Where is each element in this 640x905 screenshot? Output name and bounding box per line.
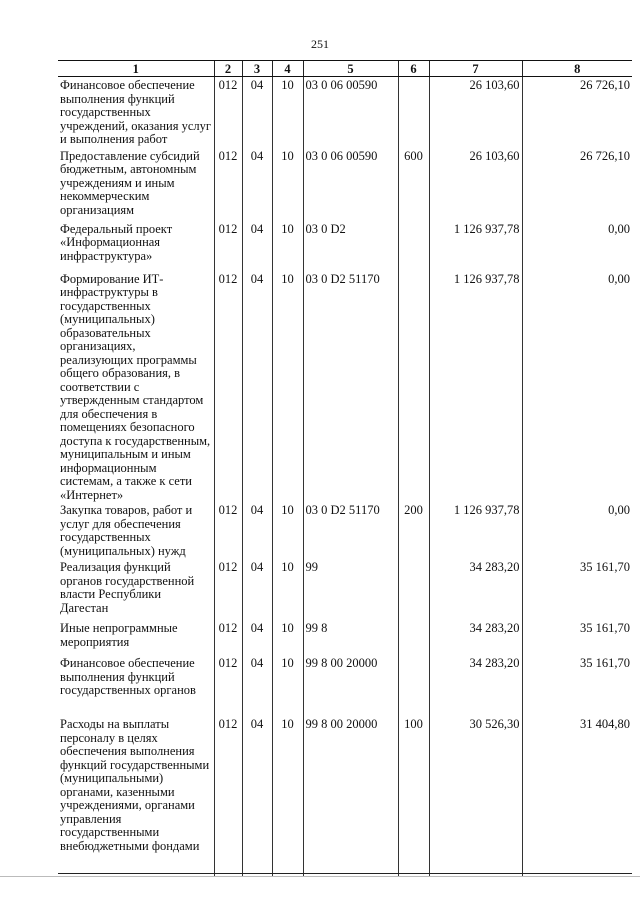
column-header: 1	[58, 61, 214, 77]
cell-section: 04	[242, 77, 272, 148]
cell-amount-col7: 26 103,60	[429, 148, 522, 221]
cell-amount-col7: 34 283,20	[429, 620, 522, 655]
cell-target-article: 99	[303, 559, 398, 620]
cell-amount-col7: 26 103,60	[429, 77, 522, 148]
cell-target-article: 03 0 D2 51170	[303, 271, 398, 503]
table-row	[58, 620, 632, 655]
cell-target-article: 99 8	[303, 620, 398, 655]
cell-amount-col7: 34 283,20	[429, 655, 522, 716]
page-number: 251	[311, 37, 329, 51]
cell-amount-col8: 31 404,80	[522, 716, 632, 876]
row-name: Федеральный проект «Информационная инфраструктура»	[60, 221, 173, 263]
table-row	[58, 148, 632, 221]
cell-subsection: 10	[272, 716, 303, 876]
table-row	[58, 221, 632, 271]
cell-ministry-code: 012	[214, 559, 242, 620]
cell-target-article: 03 0 D2	[303, 221, 398, 271]
row-name: Расходы на выплаты персоналу в целях обеспечения выполнения функций государственными (муниципальными) органами, казенными учреждениями, органами управления государственными внебюджетными фондами	[60, 717, 210, 853]
cell-subsection: 10	[272, 221, 303, 271]
column-header: 7	[429, 61, 522, 77]
table-row	[58, 559, 632, 620]
row-name: Предоставление субсидий бюджетным, автономным учреждениям и иным некоммерческим организациям	[60, 148, 200, 217]
cell-section: 04	[242, 655, 272, 716]
row-name: Формирование ИТ-инфраструктуры в государственных (муниципальных) образовательных организациях, реализующих программы общего образования, в соответствии с утвержденным стандартом для обеспечения в помещениях безопасного доступа к государственным, муниципальным и иным информационным системам, а также к сети «Интернет»	[60, 271, 211, 502]
cell-expense-type	[398, 559, 429, 620]
cell-expense-type	[398, 620, 429, 655]
table-row	[58, 77, 632, 148]
cell-target-article: 03 0 D2 51170	[303, 502, 398, 559]
cell-amount-col8: 0,00	[522, 502, 632, 559]
table-row	[58, 502, 632, 559]
cell-amount-col7: 30 526,30	[429, 716, 522, 876]
cell-amount-col8: 35 161,70	[522, 620, 632, 655]
cell-ministry-code: 012	[214, 716, 242, 876]
cell-target-article: 03 0 06 00590	[303, 77, 398, 148]
column-header: 4	[272, 61, 303, 77]
cell-subsection: 10	[272, 148, 303, 221]
row-name: Финансовое обеспечение выполнения функций государственных учреждений, оказания услуг и выполнения работ	[60, 78, 212, 146]
cell-amount-col7: 34 283,20	[429, 559, 522, 620]
cell-subsection: 10	[272, 655, 303, 716]
cell-section: 04	[242, 271, 272, 503]
cell-expense-type	[398, 77, 429, 148]
column-header: 2	[214, 61, 242, 77]
cell-section: 04	[242, 221, 272, 271]
cell-amount-col8: 0,00	[522, 271, 632, 503]
cell-expense-type	[398, 655, 429, 716]
row-name: Закупка товаров, работ и услуг для обеспечения государственных (муниципальных) нужд	[60, 503, 193, 558]
row-name: Реализация функций органов государственной власти Республики Дагестан	[60, 560, 195, 615]
cell-subsection: 10	[272, 271, 303, 503]
table-bottom-rule	[58, 873, 632, 874]
column-header: 5	[303, 61, 398, 77]
cell-ministry-code: 012	[214, 271, 242, 503]
cell-amount-col7: 1 126 937,78	[429, 271, 522, 503]
table-header-row	[58, 61, 632, 77]
cell-expense-type: 600	[398, 148, 429, 221]
cell-ministry-code: 012	[214, 77, 242, 148]
page-bottom-rule	[0, 876, 640, 877]
cell-section: 04	[242, 148, 272, 221]
cell-target-article: 99 8 00 20000	[303, 655, 398, 716]
cell-amount-col7: 1 126 937,78	[429, 221, 522, 271]
cell-subsection: 10	[272, 77, 303, 148]
budget-table	[58, 60, 632, 876]
table-row	[58, 716, 632, 876]
table-row	[58, 655, 632, 716]
cell-section: 04	[242, 716, 272, 876]
cell-ministry-code: 012	[214, 148, 242, 221]
cell-amount-col8: 35 161,70	[522, 559, 632, 620]
column-header: 8	[522, 61, 632, 77]
cell-expense-type: 200	[398, 502, 429, 559]
column-header: 3	[242, 61, 272, 77]
cell-amount-col8: 0,00	[522, 221, 632, 271]
cell-section: 04	[242, 620, 272, 655]
cell-subsection: 10	[272, 559, 303, 620]
cell-amount-col7: 1 126 937,78	[429, 502, 522, 559]
row-name: Иные непрограммные мероприятия	[60, 621, 178, 649]
cell-amount-col8: 35 161,70	[522, 655, 632, 716]
cell-ministry-code: 012	[214, 502, 242, 559]
cell-ministry-code: 012	[214, 620, 242, 655]
cell-expense-type	[398, 221, 429, 271]
cell-ministry-code: 012	[214, 221, 242, 271]
row-name: Финансовое обеспечение выполнения функций государственных органов	[60, 656, 196, 697]
cell-section: 04	[242, 502, 272, 559]
cell-target-article: 99 8 00 20000	[303, 716, 398, 876]
cell-expense-type	[398, 271, 429, 503]
cell-expense-type: 100	[398, 716, 429, 876]
table-row	[58, 271, 632, 503]
cell-amount-col8: 26 726,10	[522, 148, 632, 221]
cell-section: 04	[242, 559, 272, 620]
cell-subsection: 10	[272, 620, 303, 655]
column-header: 6	[398, 61, 429, 77]
cell-target-article: 03 0 06 00590	[303, 148, 398, 221]
cell-ministry-code: 012	[214, 655, 242, 716]
cell-amount-col8: 26 726,10	[522, 77, 632, 148]
cell-subsection: 10	[272, 502, 303, 559]
